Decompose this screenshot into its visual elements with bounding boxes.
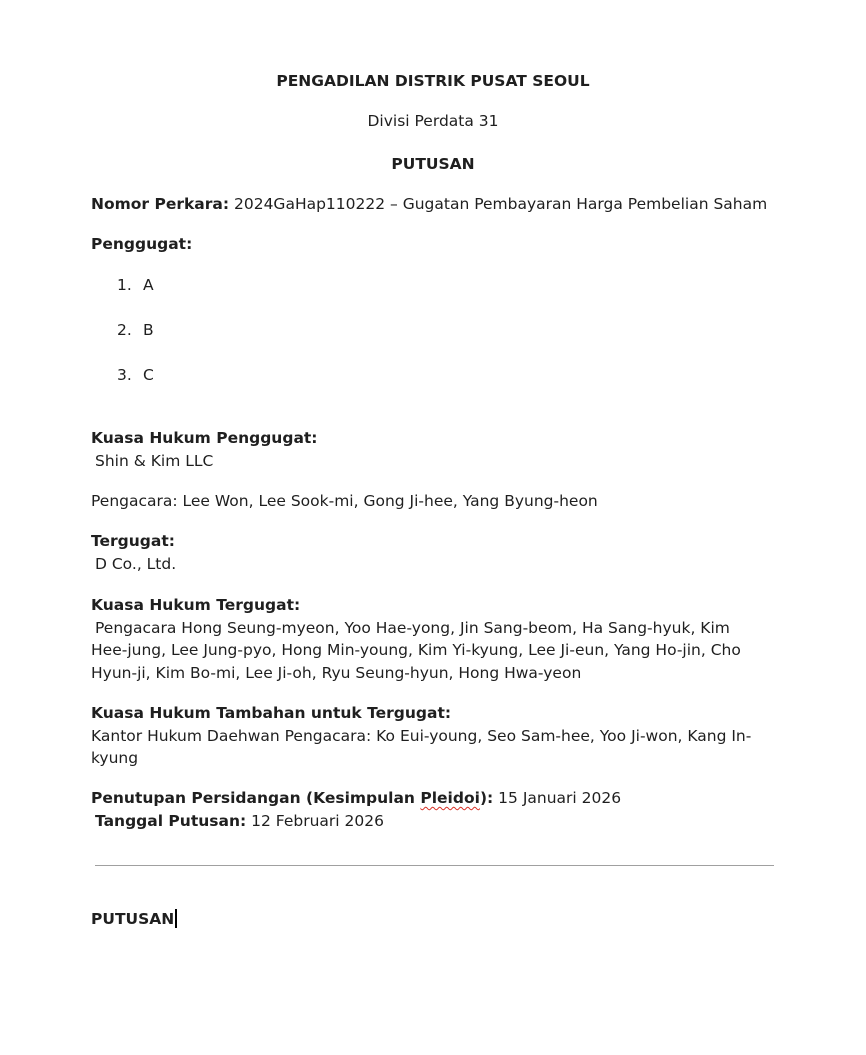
plaintiff-list-item — [117, 319, 154, 342]
plaintiff-name: C — [143, 366, 154, 384]
defendant-block — [91, 530, 781, 575]
plaintiff-name: A — [143, 276, 154, 294]
plaintiff-counsel-label: Kuasa Hukum Penggugat: — [91, 429, 318, 447]
case-number-label: Nomor Perkara: — [91, 195, 230, 213]
text-cursor — [175, 909, 177, 928]
plaintiff-list-item — [117, 364, 154, 387]
court-title: PENGADILAN DISTRIK PUSAT SEOUL — [276, 72, 590, 90]
defendant-counsel-text: Pengacara Hong Seung-myeon, Yoo Hae-yong, Jin Sang-beom, Ha Sang-hyuk, Kim Hee-jung, Lee Jung-pyo, Hong Min-young, Kim Yi-kyung, Lee Ji-eun, Yang Ho-jin, Cho Hyun-ji, Kim Bo-mi, Lee Ji-oh, Ryu Seung-hyun, Hong Hwa-yeon — [91, 618, 741, 682]
list-number: 2. — [117, 321, 132, 339]
list-number: 1. — [117, 276, 132, 294]
document-title: PUTUSAN — [391, 155, 475, 173]
plaintiffs-heading: Penggugat: — [91, 235, 193, 253]
dates-block — [91, 787, 781, 832]
defendant-name: D Co., Ltd. — [95, 554, 177, 573]
case-number-line — [91, 193, 781, 216]
defendant-label: Tergugat: — [91, 532, 175, 550]
defendant-counsel-block — [91, 594, 769, 684]
closing-date-line — [91, 789, 621, 807]
additional-counsel-label: Kuasa Hukum Tambahan untuk Tergugat: — [91, 704, 452, 722]
closing-date-value: 15 Januari 2026 — [498, 789, 622, 807]
verdict-heading: PUTUSAN — [91, 908, 781, 931]
decision-date-line — [91, 812, 384, 830]
additional-counsel-block — [91, 702, 769, 770]
case-number-value: 2024GaHap110222 – Gugatan Pembayaran Harga Pembelian Saham — [233, 195, 768, 213]
plaintiff-list-item — [117, 274, 154, 297]
defendant-counsel-label: Kuasa Hukum Tergugat: — [91, 596, 301, 614]
decision-date-value: 12 Februari 2026 — [251, 811, 384, 830]
plaintiff-counsel-block — [91, 427, 781, 472]
division-name: Divisi Perdata 31 — [367, 112, 499, 130]
plaintiff-name: B — [143, 321, 154, 339]
plaintiff-counsel-firm: Shin & Kim LLC — [95, 451, 214, 470]
plaintiff-lawyers: Pengacara: Lee Won, Lee Sook-mi, Gong Ji-hee, Yang Byung-heon — [91, 492, 598, 510]
list-number: 3. — [117, 366, 132, 384]
additional-counsel-text: Kantor Hukum Daehwan Pengacara: Ko Eui-young, Seo Sam-hee, Yoo Ji-won, Kang In-kyung — [91, 726, 752, 767]
closing-date-label: Penutupan Persidangan (Kesimpulan Pleidoi): — [91, 789, 494, 807]
decision-date-label: Tanggal Putusan: — [95, 811, 247, 830]
horizontal-divider — [95, 865, 774, 866]
spellcheck-word[interactable]: Pleidoi — [420, 789, 480, 807]
